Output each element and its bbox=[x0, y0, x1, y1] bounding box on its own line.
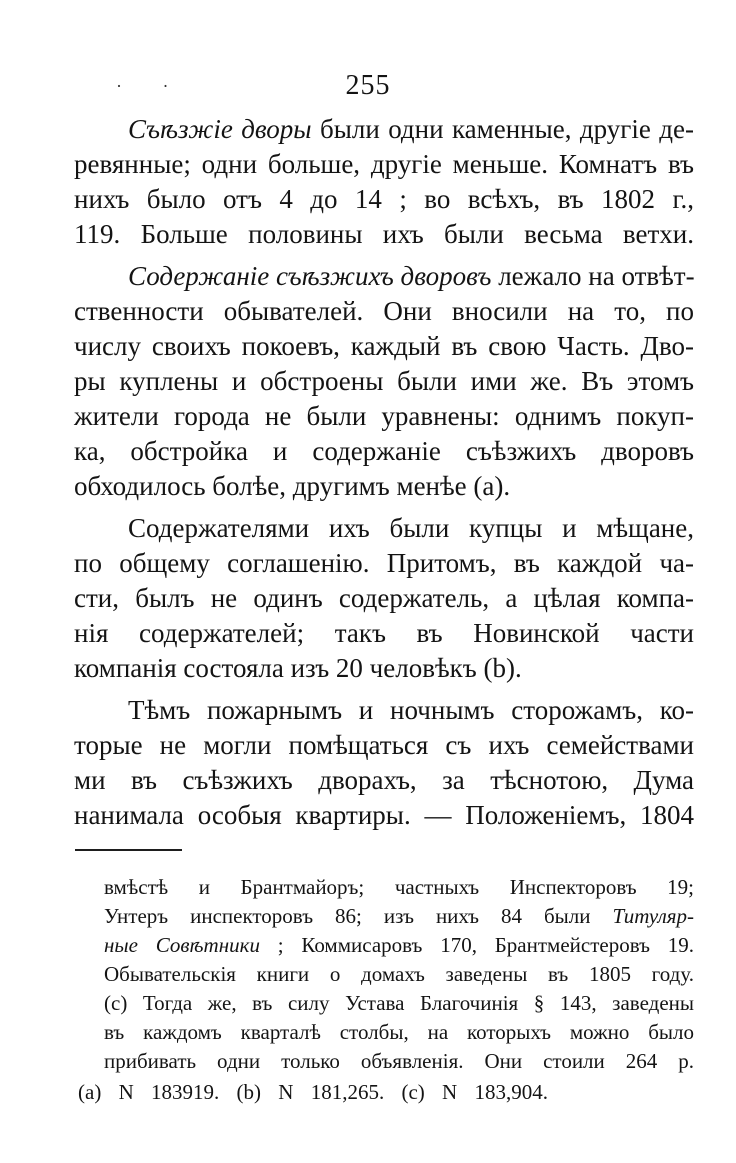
term-soderzhanie: Содержаніе съѣзжихъ дворовъ bbox=[128, 261, 492, 291]
paragraph-2-line-6: ка, обстройка и содержаніе съѣзжихъ дворовъ bbox=[74, 436, 694, 466]
print-specks: · · bbox=[116, 76, 187, 96]
paragraph-2-line-1-text: лежало на отвѣт- bbox=[498, 261, 695, 291]
paragraph-1-line-3: нихъ было отъ 4 до 14 ; во всѣхъ, въ 1802 г., bbox=[74, 184, 694, 214]
paragraph-4-line-3: ми въ съѣзжихъ дворахъ, за тѣснотою, Дума bbox=[74, 765, 694, 795]
footnote-line-2-text: Унтеръ инспекторовъ 86; изъ нихъ 84 были bbox=[104, 904, 591, 928]
paragraph-2-line-3: числу своихъ покоевъ, каждый въ свою Часть. Дво- bbox=[74, 331, 694, 361]
footnote-line-3-text: ; Коммисаровъ 170, Брантмейстеровъ 19. bbox=[277, 933, 694, 957]
footnote-term-titular: Титуляр- bbox=[612, 904, 695, 928]
footnote-line-1: вмѣстѣ и Брантмайоръ; частныхъ Инспекторовъ 19; bbox=[104, 875, 694, 899]
paragraph-4-line-4: нанимала особыя квартиры. — Положеніемъ, 1804 bbox=[74, 800, 694, 830]
footnote-line-3 bbox=[104, 932, 694, 958]
paragraph-3-line-2: по общему соглашенію. Притомъ, въ каждой ча- bbox=[74, 548, 694, 578]
paragraph-2-line-7: обходилось болѣе, другимъ менѣе (а). bbox=[74, 471, 511, 501]
paragraph-1-line-1-text: были одни каменные, другіе де- bbox=[319, 114, 694, 144]
paragraph-1-line-2: ревянные; одни больше, другіе меньше. Комнатъ въ bbox=[74, 149, 694, 179]
paragraph-1-line-1 bbox=[128, 113, 694, 145]
footnote-line-4: Обывательскія книги о домахъ заведены въ 1805 году. bbox=[104, 962, 694, 986]
paragraph-4-line-2: торые не могли помѣщаться съ ихъ семействами bbox=[74, 730, 694, 760]
page-number: 255 bbox=[345, 70, 391, 101]
paragraph-1-line-4: 119. Больше половины ихъ были весьма ветхи. bbox=[74, 219, 694, 249]
footnote-line-7: прибивать одни только объявленія. Они стоили 264 р. bbox=[104, 1049, 694, 1073]
footnote-line-2 bbox=[104, 903, 694, 929]
paragraph-2-line-1 bbox=[128, 260, 694, 292]
paragraph-3-line-1: Содержателями ихъ были купцы и мѣщане, bbox=[128, 513, 694, 543]
paragraph-3-line-3: сти, былъ не одинъ содержатель, а цѣлая компа- bbox=[74, 583, 694, 613]
paragraph-4-line-1: Тѣмъ пожарнымъ и ночнымъ сторожамъ, ко- bbox=[128, 695, 694, 725]
paragraph-2-line-2: ственности обывателей. Они вносили на то, по bbox=[74, 296, 694, 326]
footnote-line-5: (с) Тогда же, въ силу Устава Благочинія § 143, заведены bbox=[104, 991, 694, 1015]
paragraph-2-line-4: ры куплены и обстроены были ими же. Въ этомъ bbox=[74, 366, 694, 396]
footnote-divider bbox=[75, 849, 182, 851]
paragraph-3-line-4: нія содержателей; такъ въ Новинской части bbox=[74, 618, 694, 648]
paragraph-3-line-5: компанія состояла изъ 20 человѣкъ (b). bbox=[74, 653, 522, 683]
paragraph-2-line-5: жители города не были уравнены: однимъ покуп- bbox=[74, 401, 694, 431]
footnote-line-6: въ каждомъ кварталѣ столбы, на которыхъ можно было bbox=[104, 1020, 694, 1044]
term-sezzhie-dvory: Съѣзжіе дворы bbox=[128, 114, 312, 144]
footnote-references: (а) N 183919. (b) N 181,265. (с) N 183,904. bbox=[78, 1080, 548, 1104]
footnote-term-sovetniki: ные Совѣтники bbox=[104, 933, 260, 957]
